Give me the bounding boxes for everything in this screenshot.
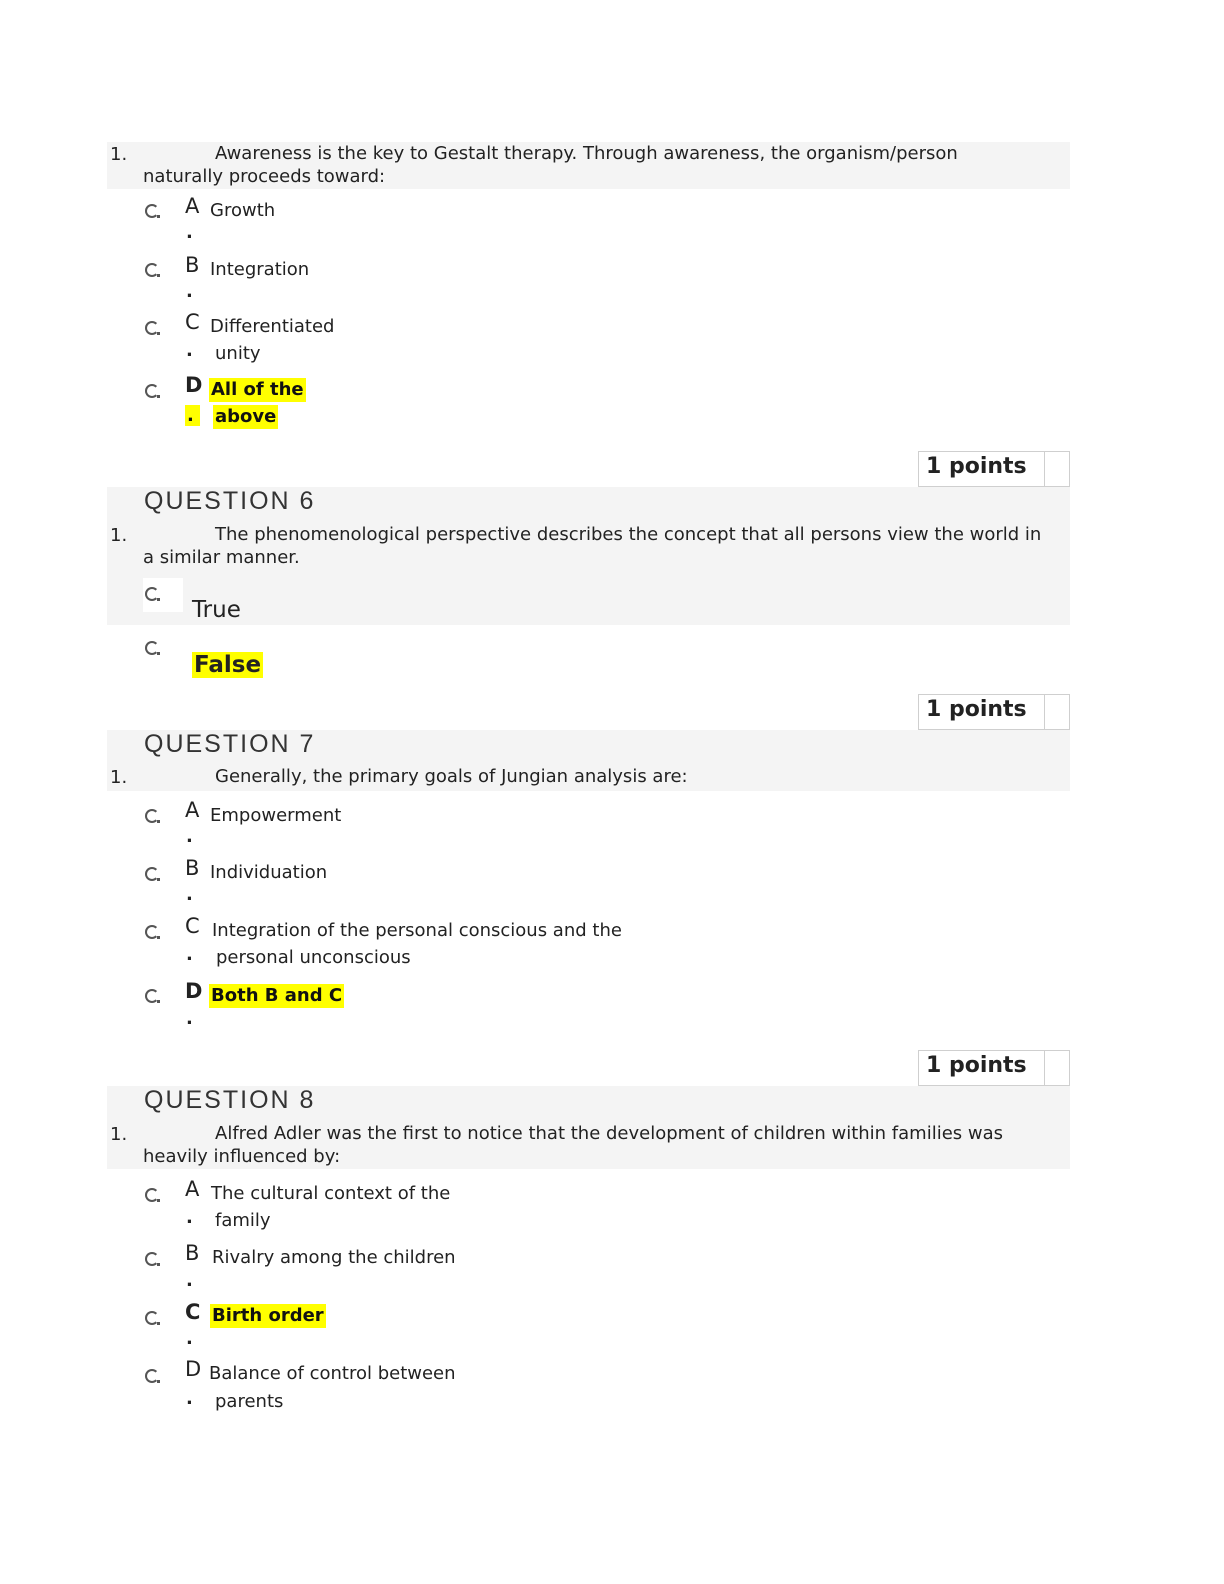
option-text: Individuation	[210, 862, 328, 883]
option-text-line-2: family	[215, 1210, 271, 1231]
option-letter: C	[185, 310, 200, 334]
question-7-number: 1.	[110, 767, 128, 788]
option-text-line-1: Integration of the personal conscious and the	[212, 920, 622, 941]
option-text-line-1: The cultural context of the	[211, 1183, 451, 1204]
question-6-title: QUESTION 6	[144, 487, 316, 515]
option-text-line-2-highlighted: above	[215, 406, 277, 427]
option-letter: C	[185, 1300, 201, 1324]
option-text-line-2: unity	[215, 343, 261, 364]
radio-button[interactable]	[145, 867, 159, 881]
option-text-line-2: parents	[215, 1391, 284, 1412]
option-text-line-1-highlighted: All of the	[211, 379, 304, 400]
option-letter: D	[185, 979, 203, 1003]
question-8-stem: Alfred Adler was the first to notice that the development of children within families was heavily influenced by:	[143, 1123, 1004, 1167]
option-letter: D	[185, 1357, 202, 1381]
question-8-number: 1.	[110, 1124, 128, 1145]
question-5-stem: Awareness is the key to Gestalt therapy. Through awareness, the organism/person naturally proceeds toward:	[143, 143, 958, 187]
option-letter: B	[185, 1241, 200, 1265]
points-cell-divider	[1044, 695, 1045, 729]
points-label: 1 points	[926, 454, 1027, 479]
question-6-stem: The phenomenological perspective describes the concept that all persons view the world in a similar manner.	[143, 524, 1042, 568]
q6-points-box	[918, 694, 1070, 730]
radio-button[interactable]	[145, 263, 159, 277]
option-letter: A	[185, 798, 200, 822]
option-dot: .	[186, 1008, 193, 1029]
option-dot: .	[186, 1388, 193, 1409]
option-dot-highlighted: .	[185, 405, 200, 426]
option-dot: .	[186, 340, 193, 361]
option-text: Integration	[210, 259, 310, 280]
radio-button[interactable]	[145, 989, 159, 1003]
option-letter: B	[185, 253, 200, 277]
question-7-title: QUESTION 7	[144, 730, 316, 758]
option-text: Rivalry among the children	[212, 1247, 456, 1268]
option-dot: .	[186, 1328, 193, 1349]
option-dot: .	[186, 884, 193, 905]
option-text: Empowerment	[210, 805, 342, 826]
option-dot: .	[186, 1207, 193, 1228]
option-text-line-1: Differentiated	[210, 316, 335, 337]
question-7-stem: Generally, the primary goals of Jungian analysis are:	[215, 766, 688, 787]
radio-button[interactable]	[145, 1369, 159, 1383]
option-letter: D	[185, 373, 203, 397]
question-6-number: 1.	[110, 525, 128, 546]
q5-points-box	[918, 451, 1070, 487]
option-dot: .	[186, 222, 193, 243]
q7-points-box	[918, 1050, 1070, 1086]
radio-button[interactable]	[145, 641, 159, 655]
option-text-line-1: Balance of control between	[209, 1363, 456, 1384]
option-dot: .	[186, 281, 193, 302]
option-letter: B	[185, 856, 200, 880]
radio-button[interactable]	[145, 925, 159, 939]
option-letter: A	[185, 194, 200, 218]
radio-button[interactable]	[145, 1188, 159, 1202]
radio-button[interactable]	[145, 1252, 159, 1266]
option-letter: C	[185, 914, 200, 938]
option-dot: .	[186, 944, 193, 965]
radio-button[interactable]	[145, 1311, 159, 1325]
radio-button[interactable]	[145, 204, 159, 218]
points-label: 1 points	[926, 697, 1027, 722]
question-8-title: QUESTION 8	[144, 1086, 316, 1114]
option-dot: .	[186, 826, 193, 847]
radio-button[interactable]	[145, 587, 159, 601]
option-text: Growth	[210, 200, 276, 221]
radio-button[interactable]	[145, 384, 159, 398]
option-text: True	[192, 597, 241, 623]
option-text-highlighted: Birth order	[212, 1305, 324, 1326]
option-text-highlighted: Both B and C	[211, 985, 343, 1006]
option-text-line-2: personal unconscious	[216, 947, 411, 968]
option-text-highlighted: False	[194, 652, 262, 678]
points-cell-divider	[1044, 1051, 1045, 1085]
points-cell-divider	[1044, 452, 1045, 486]
option-dot: .	[186, 1270, 193, 1291]
points-label: 1 points	[926, 1053, 1027, 1078]
radio-button[interactable]	[145, 321, 159, 335]
question-5-number: 1.	[110, 144, 128, 165]
radio-button[interactable]	[145, 809, 159, 823]
option-letter: A	[185, 1177, 200, 1201]
